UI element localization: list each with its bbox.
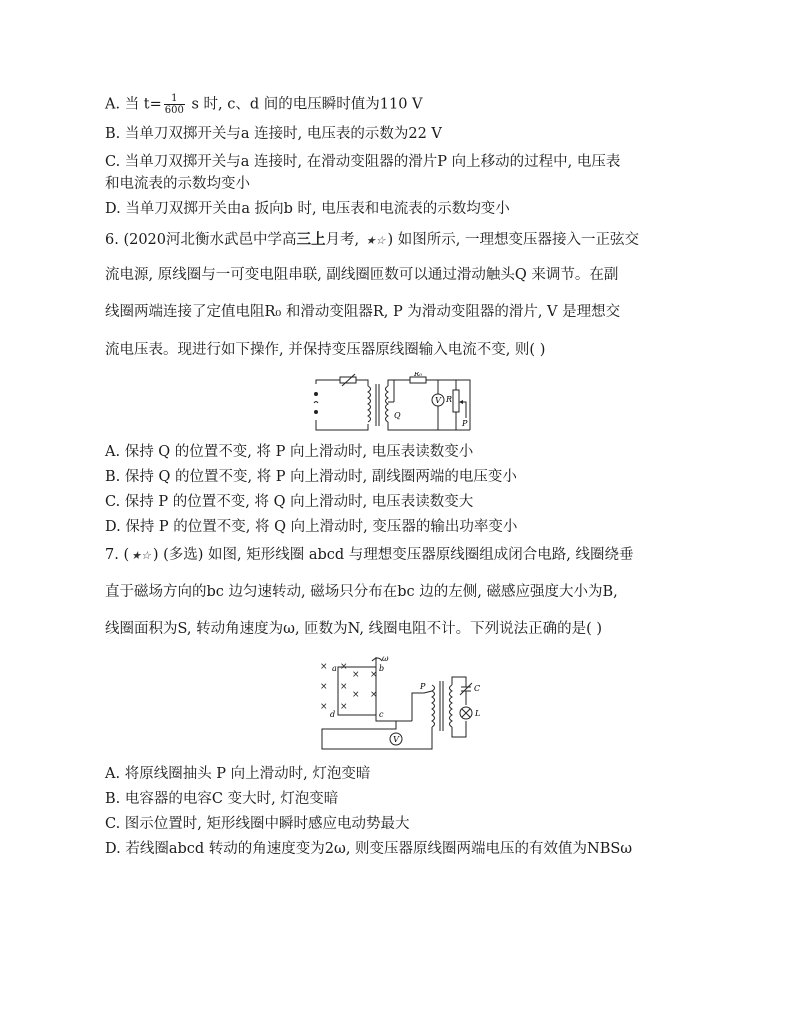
svg-text:×: ×: [340, 662, 348, 672]
q6-option-a: A. 保持 Q 的位置不变, 将 P 向上滑动时, 电压表读数变小: [105, 444, 474, 460]
svg-text:×: ×: [340, 702, 348, 712]
r0-label: R₀: [414, 372, 423, 378]
q6-stem-line1: [105, 230, 639, 251]
q7-option-b: B. 电容器的电容C 变大时, 灯泡变暗: [105, 791, 339, 807]
svg-text:×: ×: [320, 702, 328, 712]
q6-source-prefix: 6. (2020河北衡水武邑中学高: [105, 232, 297, 248]
q5-option-c-line1: C. 当单刀双掷开关与a 连接时, 在滑动变阻器的滑片P 向上移动的过程中, 电压表: [105, 154, 621, 170]
q6-source-mid: 月考,: [325, 232, 364, 248]
q7-stem-line1: [105, 545, 634, 566]
svg-text:×: ×: [320, 682, 328, 692]
q6-stem-line3: 线圈两端连接了定值电阻R₀ 和滑动变阻器R, P 为滑动变阻器的滑片, V 是理想交: [105, 304, 621, 320]
omega-label: ω: [382, 655, 389, 663]
svg-text:×: ×: [352, 670, 360, 680]
p-label: P: [462, 419, 468, 428]
fraction-numerator: 1: [164, 93, 185, 105]
fraction-denominator: 600: [164, 105, 184, 116]
q7-option-a: A. 将原线圈抽头 P 向上滑动时, 灯泡变暗: [105, 766, 371, 782]
q7-option-d: D. 若线圈abcd 转动的角速度变为2ω, 则变压器原线圈两端电压的有效值为NBSω: [105, 841, 633, 857]
q6-option-b: B. 保持 Q 的位置不变, 将 P 向上滑动时, 副线圈两端的电压变小: [105, 469, 517, 485]
label-d: d: [330, 710, 336, 719]
svg-text:×: ×: [320, 662, 328, 672]
q5-option-d: D. 当单刀双掷开关由a 扳向b 时, 电压表和电流表的示数均变小: [105, 201, 510, 217]
q6-circuit-diagram: [310, 372, 490, 438]
q7-stem-prefix: 7. (: [105, 547, 130, 563]
q7-option-c: C. 图示位置时, 矩形线圈中瞬时感应电动势最大: [105, 816, 410, 832]
q7-stem-line3: 线圈面积为S, 转动角速度为ω, 匝数为N, 线圈电阻不计。下列说法正确的是( ): [105, 621, 603, 637]
q6-option-d: D. 保持 P 的位置不变, 将 Q 向上滑动时, 变压器的输出功率变小: [105, 519, 518, 535]
svg-text:×: ×: [370, 670, 378, 680]
voltmeter-label: V: [393, 735, 399, 744]
fraction: [164, 93, 185, 116]
q6-stem-text: ) 如图所示, 一理想变压器接入一正弦交: [387, 232, 639, 248]
difficulty-star-icon: ★☆: [131, 549, 151, 562]
q6-source-bold: 三上: [296, 231, 326, 248]
q-label: Q: [394, 411, 401, 420]
q7-stem-text: ) (多选) 如图, 矩形线圈 abcd 与理想变压器原线圈组成闭合电路, 线圈绕垂: [152, 547, 634, 563]
q5-option-b: B. 当单刀双掷开关与a 连接时, 电压表的示数为22 V: [105, 126, 442, 142]
q5-option-a-prefix: A. 当 t=: [105, 96, 162, 113]
q7-circuit-diagram: [312, 655, 492, 755]
voltmeter-label: V: [435, 396, 441, 405]
q6-option-c: C. 保持 P 的位置不变, 将 Q 向上滑动时, 电压表读数变大: [105, 494, 474, 510]
label-b: b: [379, 664, 385, 673]
label-c: c: [379, 710, 384, 719]
r-label: R: [446, 395, 453, 404]
svg-text:×: ×: [340, 682, 348, 692]
q6-stem-line4: 流电压表。现进行如下操作, 并保持变压器原线圈输入电流不变, 则( ): [105, 342, 546, 358]
label-a: a: [332, 664, 337, 673]
q6-stem-line2: 流电源, 原线圈与一可变电阻串联, 副线圈匝数可以通过滑动触头Q 来调节。在副: [105, 267, 619, 283]
difficulty-star-icon: ★☆: [365, 234, 386, 247]
q7-stem-line2: 直于磁场方向的bc 边匀速转动, 磁场只分布在bc 边的左侧, 磁感应强度大小为B,: [105, 584, 618, 600]
capacitor-label: C: [474, 684, 481, 693]
q5-option-c-line2: 和电流表的示数均变小: [105, 176, 250, 192]
q5-option-a-suffix: s 时, c、d 间的电压瞬时值为110 V: [186, 96, 423, 113]
svg-text:×: ×: [370, 690, 378, 700]
svg-text:×: ×: [352, 690, 360, 700]
lamp-label: L: [475, 709, 481, 718]
tap-p-label: P: [420, 682, 426, 691]
q5-option-a: [105, 93, 423, 116]
